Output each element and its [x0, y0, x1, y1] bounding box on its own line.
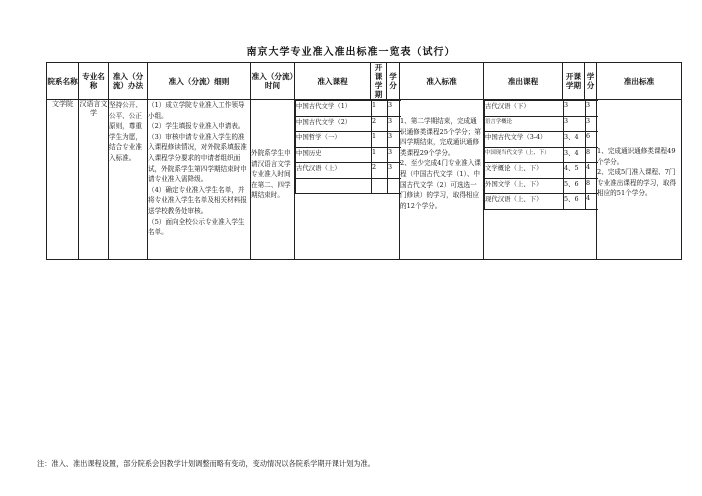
- cell-college: 文学院: [47, 100, 79, 260]
- standards-table: [46, 62, 682, 260]
- rule-item: （3）审核申请专业准入学生的准入课程修读情况，对外院系填报准入课程学分要求的申请者组织面试，外院系学生第四学期结束时申请专业准入需降级。: [148, 132, 247, 184]
- admit-course-name: [296, 178, 372, 194]
- exit-course-row: [485, 116, 598, 132]
- header-exit-credit: 学分: [585, 63, 597, 100]
- rule-item: （1）成立学院专业准入工作领导小组。: [148, 101, 245, 120]
- header-time: 准入（分流）时间: [251, 63, 295, 100]
- exit-course-name: 中国现当代文学（上、下）: [485, 147, 564, 163]
- admit-course-name: 中国历史: [296, 147, 372, 163]
- admit-course-list: [295, 100, 401, 194]
- header-admit-term: 开课学期: [371, 63, 387, 100]
- admit-course-credit: 3: [388, 101, 401, 117]
- admit-course-credit: 3: [388, 147, 401, 163]
- header-major: 专业名称: [79, 63, 109, 100]
- cell-method: 坚持公开、公平、公正原则，尊重学生为愿，结合专业准入标准。: [109, 100, 148, 260]
- exit-course-term: 3、4: [564, 132, 586, 148]
- exit-course-grid: [484, 100, 597, 260]
- header-exit-term: 开课学期: [563, 63, 585, 100]
- page-title: 南京大学专业准入准出标准一览表（试行）: [246, 47, 456, 58]
- admit-course-row: [296, 116, 401, 132]
- header-exit-course: 准出课程: [484, 63, 563, 100]
- exit-course-name: 现代汉语（上、下）: [485, 194, 564, 210]
- admit-course-credit: 3: [388, 132, 401, 148]
- admit-course-credit: 3: [388, 116, 401, 132]
- exit-course-term: 3、4: [564, 147, 586, 163]
- exit-course-credit: 3: [586, 101, 598, 117]
- admit-course-row: [296, 101, 401, 117]
- exit-course-row: [485, 101, 598, 117]
- exit-course-row: [485, 194, 598, 210]
- header-admit-credit: 学分: [387, 63, 400, 100]
- admit-course-name: 古代汉语（上）: [296, 163, 372, 179]
- header-college: 院系名称: [47, 63, 79, 100]
- exit-course-credit: 4: [586, 194, 598, 210]
- exit-course-credit: 3: [586, 116, 598, 132]
- admit-course-term: 1: [372, 132, 388, 148]
- admit-course-name: 中国古代文学（2）: [296, 116, 372, 132]
- admit-course-row: [296, 178, 401, 194]
- admit-course-row: [296, 132, 401, 148]
- admit-course-grid: [295, 100, 400, 260]
- header-admit-course: 准入课程: [295, 63, 371, 100]
- exit-course-row: [485, 163, 598, 179]
- cell-rules: [148, 100, 251, 260]
- rule-item: （4）确定专业准入学生名单，并将专业准入学生名单及相关材料报送学校教务处审核。: [148, 185, 247, 215]
- cell-time: 外院系学生申请汉语言文学专业准入时间在第二、四学期结束时。: [251, 100, 295, 260]
- exit-course-credit: 8: [586, 147, 598, 163]
- cell-major: 汉语言文学: [79, 100, 109, 260]
- data-row: [47, 100, 682, 260]
- admit-course-row: [296, 163, 401, 179]
- exit-course-credit: 4: [586, 163, 598, 179]
- exit-course-credit: 8: [586, 178, 598, 194]
- exit-course-row: [485, 147, 598, 163]
- exit-course-term: 5、6: [564, 194, 586, 210]
- rule-item: （5）面向全校公示专业准入学生名单。: [148, 217, 245, 237]
- admit-course-term: [372, 178, 388, 194]
- rule-item: （2）学生填报专业准入申请表。: [148, 122, 245, 131]
- header-admit-standard: 准入标准: [400, 63, 484, 100]
- admit-course-term: 2: [372, 116, 388, 132]
- header-method: 准入（分流）办法: [109, 63, 148, 100]
- admit-course-name: 中国古代文学（1）: [296, 101, 372, 117]
- cell-exit-standard: 1、完成通识通修类课程49个学分。 2、完成5门准入课程、7门专业准出课程的学习，取得相应的51个学分。: [597, 100, 682, 260]
- header-exit-standard: 准出标准: [597, 63, 682, 100]
- exit-course-name: 语言学概论: [485, 116, 564, 132]
- exit-course-term: 3: [564, 101, 586, 117]
- exit-course-name: 古代汉语（下）: [485, 101, 564, 117]
- admit-course-term: 2: [372, 163, 388, 179]
- admit-course-name: 中国哲学（一）: [296, 132, 372, 148]
- exit-course-name: 中国古代文学（3-4）: [485, 132, 564, 148]
- exit-course-term: 5、6: [564, 178, 586, 194]
- admit-course-credit: 3: [388, 163, 401, 179]
- exit-course-term: 3: [564, 116, 586, 132]
- exit-course-name: 文学概论（上、下）: [485, 163, 564, 179]
- admit-course-row: [296, 147, 401, 163]
- exit-course-row: [485, 132, 598, 148]
- header-row: [47, 63, 682, 100]
- header-rules: 准入（分流）细则: [148, 63, 251, 100]
- exit-course-credit: 6: [586, 132, 598, 148]
- cell-admit-standard: 1、第二学期结束，完成通识通修类课程25个学分；第四学期结束，完成通识通修类课程29个学分。 2、至少完成4门专业准入课程（中国古代文学（1）、中国古代文学（2）可选选一门修读）的学习，取得相应的12个学分。: [400, 100, 484, 260]
- footnote: 注：准入、准出课程设置，部分院系会因教学计划调整而略有变动，变动情况以各院系学期开课计划为准。: [37, 459, 375, 468]
- admit-course-term: 1: [372, 101, 388, 117]
- exit-course-list: [484, 100, 598, 210]
- admit-course-term: 1: [372, 147, 388, 163]
- exit-course-row: [485, 178, 598, 194]
- exit-course-term: 4、5: [564, 163, 586, 179]
- exit-course-name: 外国文学（上、下）: [485, 178, 564, 194]
